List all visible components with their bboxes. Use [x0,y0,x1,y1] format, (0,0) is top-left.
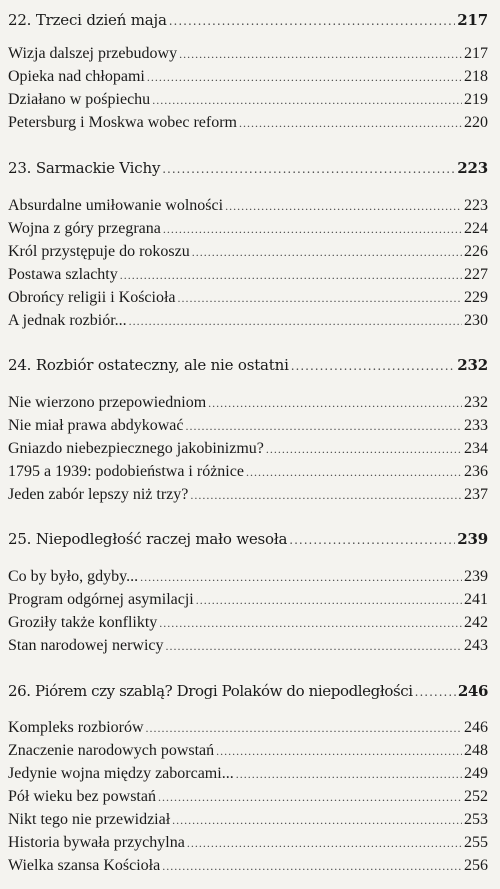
toc-page-number: 236 [464,463,488,480]
toc-entry [8,718,488,738]
toc-entry [8,810,488,830]
toc-entry-title: Wielka szansa Kościoła [8,857,161,874]
toc-page-number: 239 [457,530,488,548]
toc-leader-dots [147,67,462,87]
toc-entry [8,439,488,459]
toc-page-number: 227 [464,266,488,283]
toc-entry [8,311,488,331]
toc-entry-title: Nie miał prawa abdykować [8,417,184,434]
toc-entry [8,741,488,761]
toc-page-number: 229 [464,289,488,306]
toc-entry [8,462,488,482]
toc-entry [8,416,488,436]
toc-page-number: 256 [464,857,488,874]
toc-entry [8,764,488,784]
toc-chapter-title: 24. Rozbiór ostateczny, ale nie ostatni [8,356,289,374]
toc-entry-title: A jednak rozbiór... [8,312,127,329]
toc-leader-dots [246,462,462,482]
toc-entry [8,219,488,239]
toc-entry-title: Jedynie wojna między zaborcami... [8,765,234,782]
toc-chapter [8,355,488,376]
toc-leader-dots [163,219,462,239]
toc-entry-title: Pół wieku bez powstań [8,788,156,805]
toc-entry [8,67,488,87]
toc-chapter-title: 22. Trzeci dzień maja [8,11,167,29]
toc-entry-title: Stan narodowej nerwicy [8,637,164,654]
toc-leader-dots [291,356,456,376]
toc-entry [8,44,488,64]
toc-leader-dots [178,288,462,308]
toc-entry [8,393,488,413]
toc-page-number: 223 [457,159,488,177]
toc-chapter-title: 25. Niepodległość raczej mało wesoła [8,530,288,548]
toc-entry-title: Co by było, gdyby... [8,568,139,585]
toc-entry [8,613,488,633]
toc-entry-title: Jeden zabór lepszy niż trzy? [8,486,189,503]
toc-leader-dots [146,718,462,738]
toc-entry-title: 1795 a 1939: podobieństwa i różnice [8,463,244,480]
toc-leader-dots [120,265,462,285]
toc-chapter-title: 23. Sarmackie Vichy [8,159,161,177]
toc-leader-dots [140,567,462,587]
toc-entry [8,787,488,807]
toc-entry-title: Gniazdo niebezpiecznego jakobinizmu? [8,440,264,457]
toc-leader-dots [185,416,462,436]
toc-entry [8,196,488,216]
toc-page-number: 230 [464,312,488,329]
toc-entry-title: Obrońcy religii i Kościoła [8,289,176,306]
toc-entry-title: Nikt tego nie przewidział [8,811,171,828]
toc-page-number: 246 [464,719,488,736]
toc-entry [8,90,488,110]
toc-leader-dots [179,44,462,64]
toc-entry-title: Nie wierzono przepowiedniom [8,394,207,411]
toc-leader-dots [187,833,462,853]
toc-page-number: 224 [464,220,488,237]
toc-leader-dots [236,764,462,784]
toc-entry [8,288,488,308]
toc-leader-dots [169,11,456,31]
toc-page-number: 253 [464,811,488,828]
toc-leader-dots [196,590,462,610]
toc-leader-dots [190,485,462,505]
toc-page-number: 234 [464,440,488,457]
toc-entry-title: Program odgórnej asymilacji [8,591,194,608]
toc-leader-dots [415,682,456,702]
toc-chapter [8,10,488,31]
toc-leader-dots [162,159,455,179]
toc-entry [8,485,488,505]
toc-leader-dots [158,787,462,807]
toc-page-number: 242 [464,614,488,631]
toc-entry [8,242,488,262]
toc-entry-title: Absurdalne umiłowanie wolności [8,197,224,214]
toc-page-number: 217 [457,11,488,29]
toc-page-number: 232 [464,394,488,411]
toc-entry [8,265,488,285]
toc-leader-dots [192,242,462,262]
toc-page-number: 237 [464,486,488,503]
toc-chapter-title: 26. Piórem czy szablą? Drogi Polaków do niepodległości [8,682,413,700]
toc-entry [8,590,488,610]
toc-page-number: 249 [464,765,488,782]
toc-leader-dots [208,393,462,413]
toc-leader-dots [129,311,462,331]
toc-page-number: 218 [464,68,488,85]
toc-leader-dots [216,741,462,761]
toc-entry-title: Kompleks rozbiorów [8,719,144,736]
toc-leader-dots [239,113,462,133]
toc-page-number: 220 [464,114,488,131]
toc-page-number: 241 [464,591,488,608]
toc-entry-title: Wizja dalszej przebudowy [8,45,178,62]
toc-page-number: 226 [464,243,488,260]
toc-page-number: 223 [464,197,488,214]
toc-leader-dots [266,439,462,459]
toc-page-number: 248 [464,742,488,759]
toc-entry [8,833,488,853]
toc-entry-title: Postawa szlachty [8,266,118,283]
toc-page-number: 233 [464,417,488,434]
toc-entry-title: Znaczenie narodowych powstań [8,742,215,759]
toc-entry [8,567,488,587]
toc-entry-title: Historia bywała przychylna [8,834,185,851]
toc-entry [8,636,488,656]
toc-page-number: 232 [457,356,488,374]
toc-chapter [8,529,488,550]
toc-chapter [8,158,488,179]
toc-entry-title: Król przystępuje do rokoszu [8,243,190,260]
toc-page-number: 252 [464,788,488,805]
toc-page-number: 246 [457,682,488,700]
toc-page-number: 243 [464,637,488,654]
toc-entry-title: Wojna z góry przegrana [8,220,161,237]
toc-entry-title: Opieka nad chłopami [8,68,145,85]
toc-leader-dots [225,196,462,216]
toc-entry-title: Działano w pośpiechu [8,91,151,108]
toc-entry [8,856,488,876]
toc-leader-dots [159,613,462,633]
toc-leader-dots [172,810,462,830]
toc-entry-title: Groziły także konflikty [8,614,158,631]
toc-leader-dots [289,530,455,550]
toc-entry-title: Petersburg i Moskwa wobec reform [8,114,237,131]
toc-page-number: 239 [464,568,488,585]
toc-leader-dots [166,636,462,656]
toc-page-number: 217 [464,45,488,62]
toc-page-number: 219 [464,91,488,108]
toc-leader-dots [152,90,462,110]
toc-chapter [8,681,488,702]
toc-page-number: 255 [464,834,488,851]
toc-leader-dots [162,856,462,876]
toc-entry [8,113,488,133]
